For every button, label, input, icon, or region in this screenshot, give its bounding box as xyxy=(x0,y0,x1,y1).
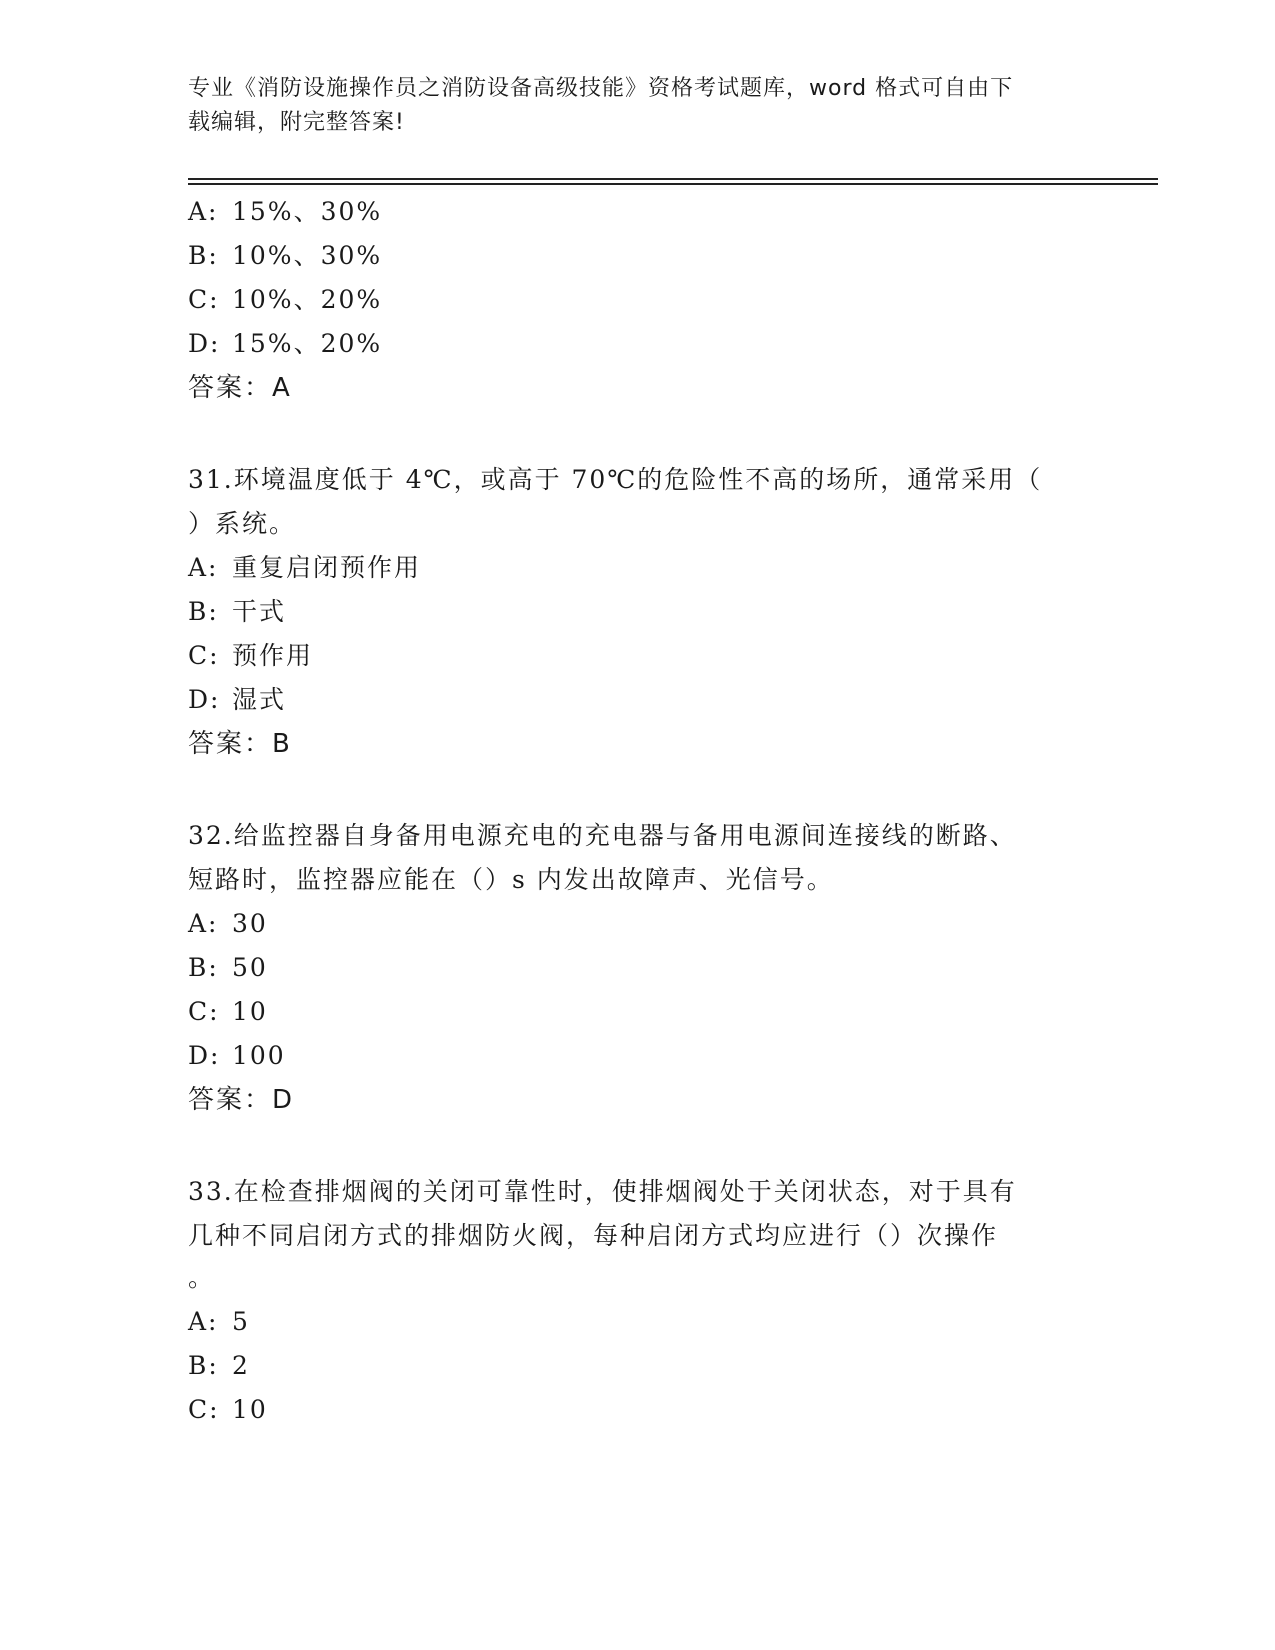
option-label: C: xyxy=(188,641,220,670)
q33-option-c xyxy=(188,1394,268,1426)
page-header xyxy=(188,72,1088,140)
q32-option-c xyxy=(188,996,268,1028)
option-text: 2 xyxy=(232,1351,250,1380)
q31-option-b xyxy=(188,596,286,628)
q30-option-d xyxy=(188,328,382,360)
q33-option-b xyxy=(188,1350,250,1382)
option-text: 10%、30% xyxy=(232,241,383,270)
option-text: 5 xyxy=(232,1307,250,1336)
option-text: 30 xyxy=(232,909,268,938)
q32-stem-line-1: 32.给监控器自身备用电源充电的充电器与备用电源间连接线的断路、 xyxy=(188,821,1017,850)
header-line-1: 专业《消防设施操作员之消防设备高级技能》资格考试题库，word 格式可自由下 xyxy=(188,76,1014,101)
option-label: B: xyxy=(188,1351,219,1380)
q32-option-d xyxy=(188,1040,286,1072)
q33-stem-line-3: 。 xyxy=(188,1263,216,1292)
q33-stem-line-1: 33.在检查排烟阀的关闭可靠性时，使排烟阀处于关闭状态，对于具有 xyxy=(188,1177,1017,1206)
q31-answer: 答案：B xyxy=(188,729,292,759)
q32-answer: 答案：D xyxy=(188,1085,295,1115)
option-label: A: xyxy=(188,553,219,582)
q33-stem-line-2: 几种不同启闭方式的排烟防火阀，每种启闭方式均应进行（）次操作 xyxy=(188,1221,999,1250)
option-label: A: xyxy=(188,909,219,938)
q30-option-a xyxy=(188,196,382,228)
option-label: D: xyxy=(188,1041,221,1070)
q32-option-b xyxy=(188,952,268,984)
option-label: C: xyxy=(188,285,220,314)
q31-stem-line-1: 31.环境温度低于 4℃，或高于 70℃的危险性不高的场所，通常采用（ xyxy=(188,465,1043,494)
q33-option-a xyxy=(188,1306,250,1338)
option-text: 50 xyxy=(232,953,268,982)
option-label: D: xyxy=(188,685,221,714)
q32-option-a xyxy=(188,908,268,940)
q32-stem-line-2: 短路时，监控器应能在（）s 内发出故障声、光信号。 xyxy=(188,865,834,894)
option-text: 100 xyxy=(232,1041,286,1070)
header-rule-bottom xyxy=(188,183,1158,185)
q31-option-d xyxy=(188,684,286,716)
header-rule-top xyxy=(188,178,1158,180)
q31-option-c xyxy=(188,640,313,672)
option-text: 湿式 xyxy=(232,685,287,714)
q30-option-b xyxy=(188,240,382,272)
q30-answer: 答案：A xyxy=(188,373,292,403)
option-label: A: xyxy=(188,197,219,226)
option-label: A: xyxy=(188,1307,219,1336)
option-text: 重复启闭预作用 xyxy=(232,553,422,582)
option-text: 10 xyxy=(232,1395,268,1424)
option-label: B: xyxy=(188,241,219,270)
option-label: B: xyxy=(188,953,219,982)
option-label: C: xyxy=(188,1395,220,1424)
option-label: B: xyxy=(188,597,219,626)
option-text: 15%、30% xyxy=(232,197,383,226)
header-line-2: 载编辑，附完整答案! xyxy=(188,110,405,135)
option-text: 15%、20% xyxy=(232,329,383,358)
option-label: C: xyxy=(188,997,220,1026)
option-text: 10%、20% xyxy=(232,285,383,314)
q31-stem-line-2: ）系统。 xyxy=(188,509,297,538)
option-label: D: xyxy=(188,329,221,358)
option-text: 干式 xyxy=(232,597,287,626)
q31-option-a xyxy=(188,552,421,584)
q30-option-c xyxy=(188,284,382,316)
option-text: 预作用 xyxy=(232,641,314,670)
option-text: 10 xyxy=(232,997,268,1026)
